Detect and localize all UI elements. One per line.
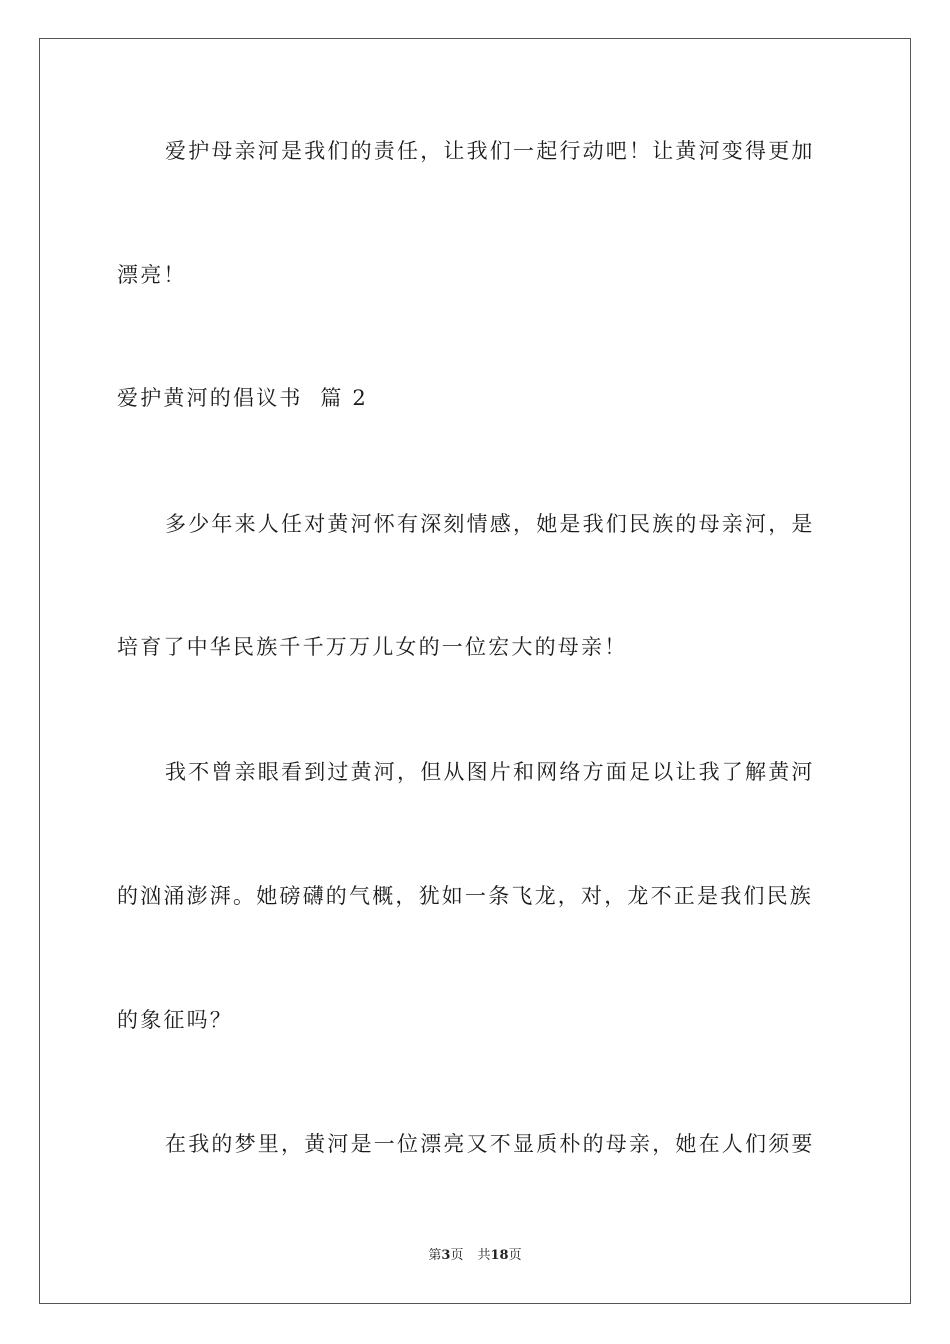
- footer-page-suffix: 页: [450, 1248, 464, 1263]
- paragraph-line-8: 在我的梦里，黄河是一位漂亮又不显质朴的母亲，她在人们须要: [165, 1132, 815, 1156]
- footer-current-page: 3: [441, 1248, 451, 1263]
- footer-total-pages: 18: [490, 1248, 509, 1263]
- paragraph-line-1: 爱护母亲河是我们的责任，让我们一起行动吧！让黄河变得更加: [165, 139, 815, 163]
- page-border: [39, 38, 911, 1304]
- paragraph-line-4: 培育了中华民族千千万万儿女的一位宏大的母亲！: [117, 635, 628, 659]
- footer-total-prefix: 共: [477, 1248, 491, 1263]
- page-footer: [0, 1246, 950, 1266]
- paragraph-line-6: 的汹涌澎湃。她磅礴的气概，犹如一条飞龙，对，龙不正是我们民族: [117, 884, 813, 908]
- section-heading: 爱护黄河的倡议书 篇 2: [117, 386, 368, 410]
- footer-total-suffix: 页: [508, 1248, 522, 1263]
- paragraph-line-5: 我不曾亲眼看到过黄河，但从图片和网络方面足以让我了解黄河: [165, 760, 815, 784]
- paragraph-line-3: 多少年来人任对黄河怀有深刻情感，她是我们民族的母亲河，是: [165, 512, 815, 536]
- paragraph-line-7: 的象征吗？: [117, 1008, 233, 1032]
- footer-page-prefix: 第: [428, 1248, 442, 1263]
- paragraph-line-2: 漂亮！: [117, 263, 187, 287]
